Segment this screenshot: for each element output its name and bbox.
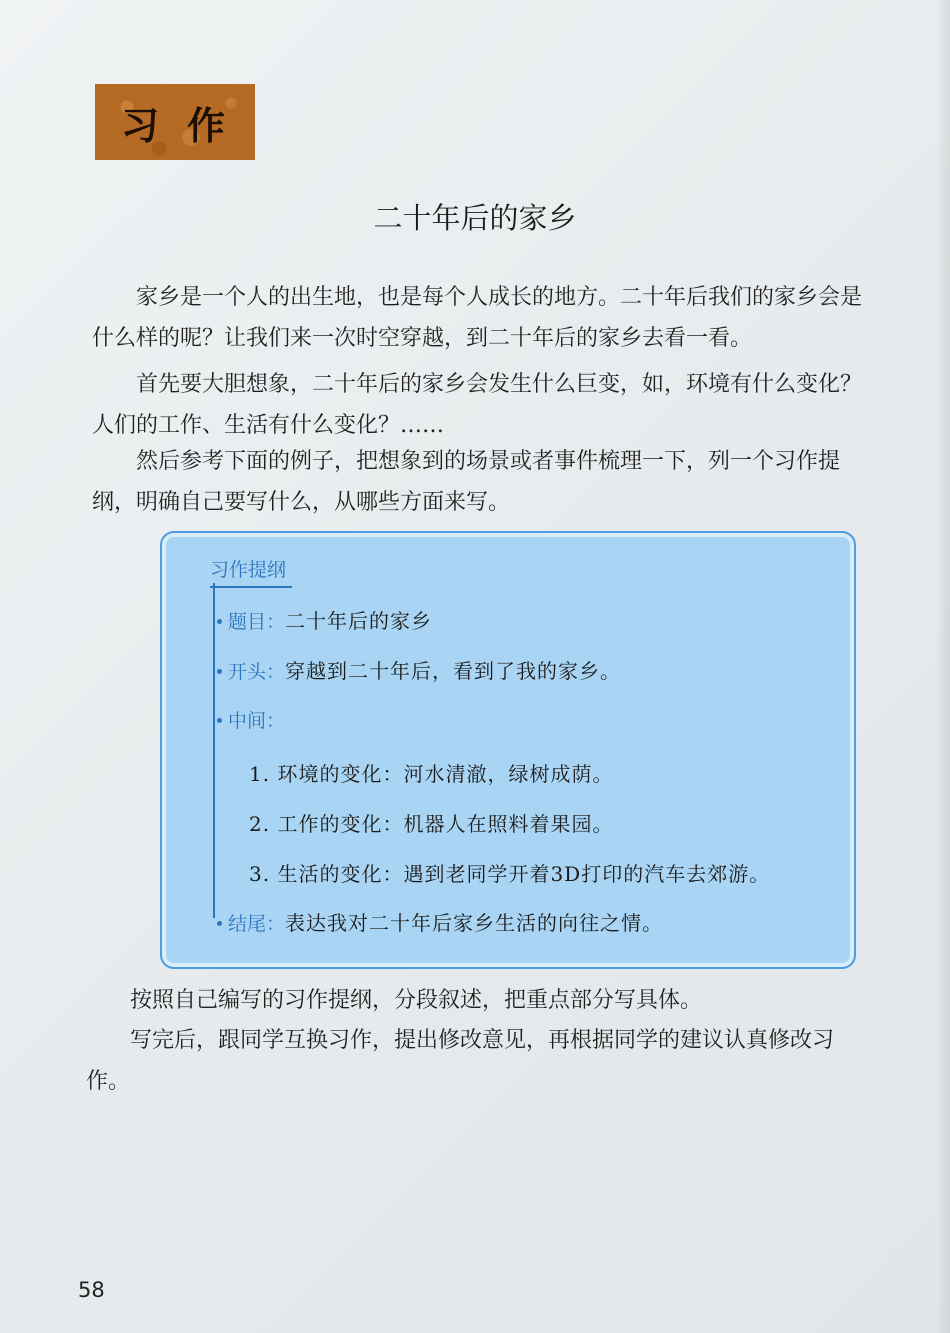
opening-value: 穿越到二十年后，看到了我的家乡。 <box>285 659 622 683</box>
bullet-dot-icon <box>217 619 222 624</box>
middle-item-work: 2. 工作的变化：机器人在照料着果园。 <box>249 812 614 836</box>
segment-instruction-paragraph: 按照自己编写的习作提纲，分段叙述，把重点部分写具体。 <box>130 988 703 1013</box>
page-number: 58 <box>78 1278 105 1302</box>
revision-instruction-paragraph: 写完后，跟同学互换习作，提出修改意见，再根据同学的建议认真修改习作。 <box>86 1028 835 1094</box>
opening-label: 开头： <box>228 661 286 683</box>
middle-item-environment: 1. 环境的变化：河水清澈，绿树成荫。 <box>249 762 614 786</box>
middle-item-life: 3. 生活的变化：遇到老同学开着3D打印的汽车去郊游。 <box>249 862 771 886</box>
outline-instruction-paragraph: 然后参考下面的例子，把想象到的场景或者事件梳理一下，列一个习作提纲，明确自己要写什么，从哪些方面来写。 <box>92 449 841 515</box>
outline-middle-row <box>217 706 285 733</box>
ending-label: 结尾： <box>228 913 286 935</box>
section-badge-label: 习作 <box>120 103 253 148</box>
imagination-paragraph: 首先要大胆想象，二十年后的家乡会发生什么巨变，如，环境有什么变化？人们的工作、生活有什么变化？…… <box>92 372 863 438</box>
outline-heading: 习作提纲 <box>210 555 292 588</box>
topic-value: 二十年后的家乡 <box>285 609 433 633</box>
topic-label: 题目： <box>228 611 286 633</box>
outline-opening-row <box>217 655 621 684</box>
outline-ending-row <box>217 907 663 936</box>
page-title: 二十年后的家乡 <box>373 201 577 235</box>
outline-tree-line <box>213 583 215 918</box>
intro-paragraph: 家乡是一个人的出生地，也是每个人成长的地方。二十年后我们的家乡会是什么样的呢？让我们来一次时空穿越，到二十年后的家乡去看一看。 <box>92 285 863 351</box>
bullet-dot-icon <box>217 921 222 926</box>
section-badge <box>95 84 255 160</box>
bullet-dot-icon <box>217 718 222 723</box>
outline-topic-row <box>217 605 432 634</box>
middle-label: 中间： <box>228 710 286 732</box>
bullet-dot-icon <box>217 669 222 674</box>
writing-outline-box <box>160 531 856 969</box>
ending-value: 表达我对二十年后家乡生活的向往之情。 <box>285 911 664 935</box>
